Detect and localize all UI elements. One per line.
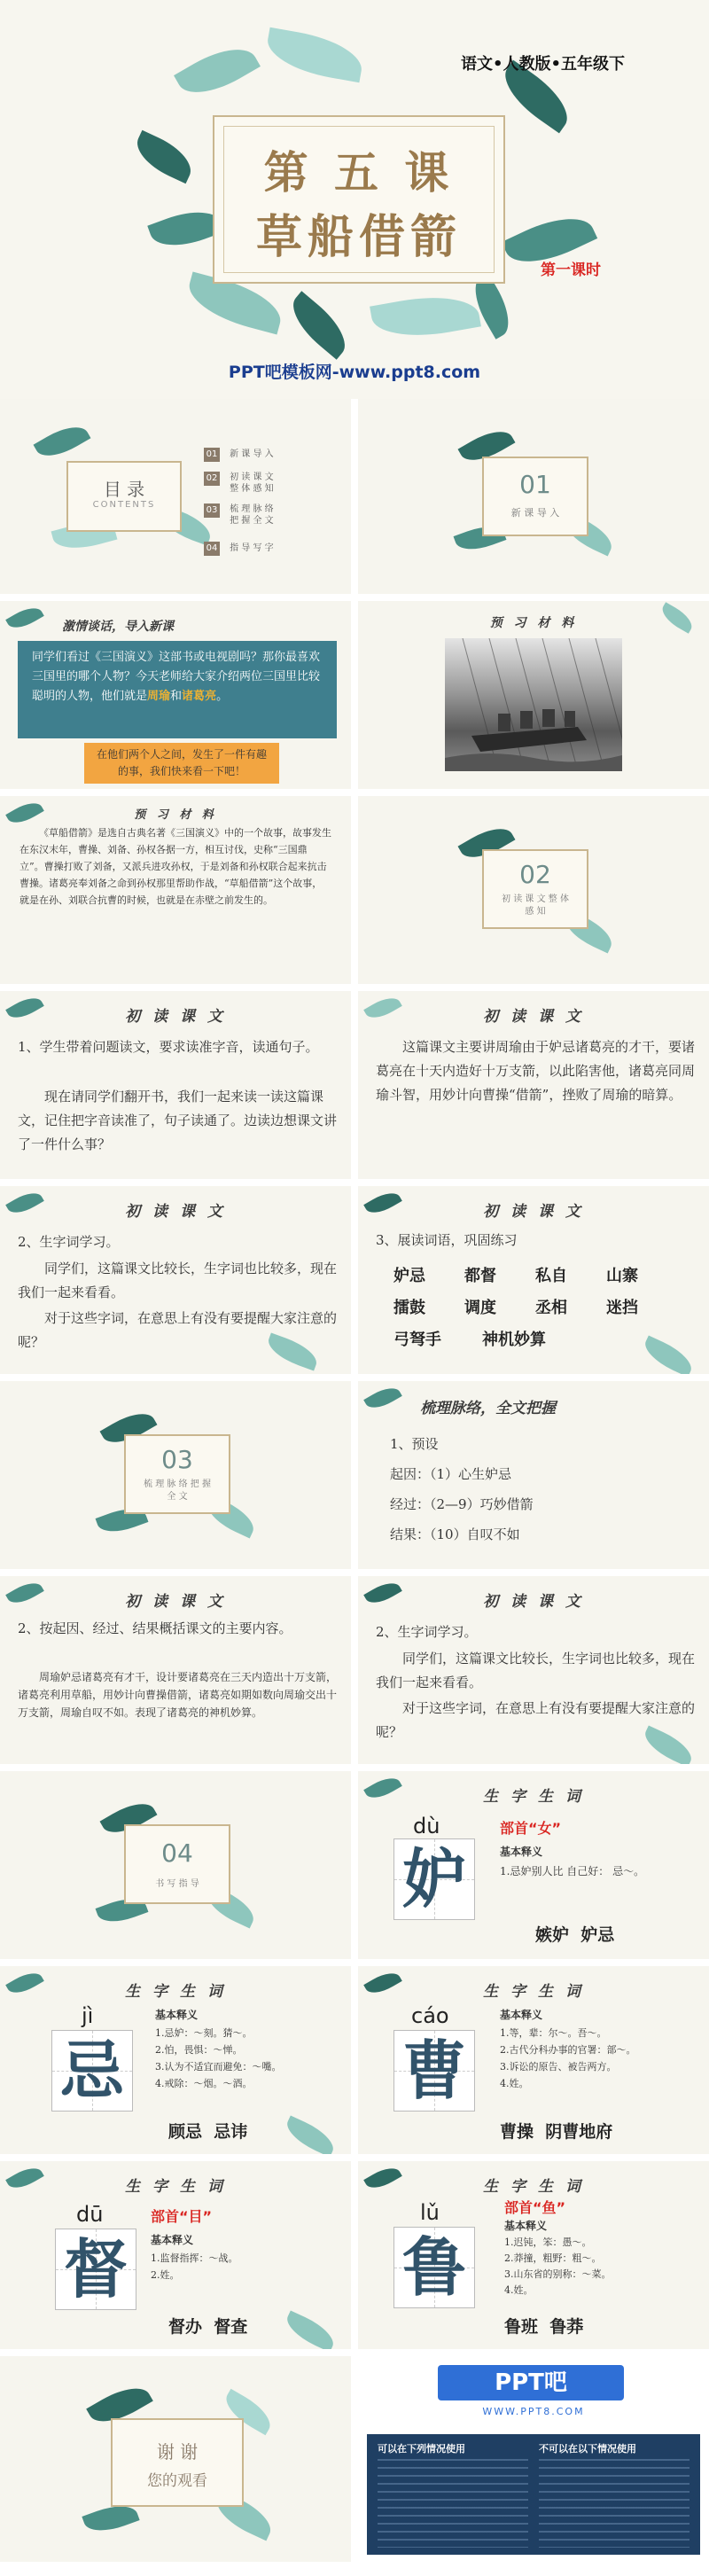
- slide-section-04: [0, 1771, 351, 1959]
- cover-title: 草船借箭: [255, 210, 462, 264]
- character: 忌: [59, 2033, 124, 2108]
- edition-label: 语文•人教版•五年级下: [461, 55, 626, 74]
- character-grid: [393, 2227, 475, 2308]
- boats-illustration: [445, 638, 622, 771]
- read-text: 2、生字词学习。: [18, 1234, 120, 1250]
- character-grid: [393, 2030, 475, 2112]
- leaf-decoration: [370, 288, 481, 345]
- basic-meaning-label: 基本释义: [504, 2220, 548, 2232]
- leaf-decoration: [282, 291, 355, 359]
- read-text: 现在请同学们翻开书，我们一起来读一读这篇课文，记住把字音读准了，句子读通了。边读边想课文讲了一件什么事？: [18, 1089, 338, 1152]
- outline-heading: 梳理脉络，全文把握: [420, 1400, 556, 1417]
- section-number: 04: [161, 1838, 193, 1868]
- section-label: 梳 理 脉 络 把 握 全 文: [144, 1479, 211, 1502]
- read-text: 1、学生带着问题读文，要求读准字音，读通句子。: [18, 1039, 319, 1055]
- leaf-decoration: [34, 418, 91, 465]
- leaf-decoration: [5, 602, 44, 634]
- toc-item[interactable]: [204, 472, 277, 495]
- vocab-word: 弓弩手: [393, 1331, 441, 1349]
- slide-title: 生 字 生 词: [483, 1983, 584, 2001]
- toc-label: 初 读 课 文 整 体 感 知: [230, 472, 274, 494]
- period-label: 第一课时: [541, 262, 601, 279]
- character: 督: [63, 2231, 128, 2307]
- slide-intro: [0, 601, 351, 789]
- section-number: 01: [519, 470, 551, 499]
- slide-promo: [358, 2356, 709, 2562]
- section-label: 新 课 导 入: [510, 507, 560, 519]
- intro-text: 同学们看过《三国演义》这部书或电视剧吗？那你最喜欢三国里的哪个人物？今天老师给大家介绍两位三国里比较聪明的人物，他们就是: [32, 651, 321, 703]
- slide-read-5: [0, 1576, 351, 1764]
- toc-item[interactable]: [204, 503, 277, 527]
- zhuge-liang-name: 诸葛亮: [182, 690, 217, 703]
- promo-logo[interactable]: PPT吧: [438, 2365, 624, 2400]
- toc-label: 新 课 导 入: [230, 449, 274, 459]
- leaf-decoration: [363, 1382, 402, 1414]
- outline-text: 1、预设: [390, 1436, 439, 1452]
- toc-label: 梳 理 脉 络 把 握 全 文: [230, 504, 274, 526]
- basic-meaning-label: 基本释义: [500, 2009, 543, 2021]
- radical: 部首“鱼”: [504, 2199, 566, 2216]
- toc-item[interactable]: [204, 443, 274, 462]
- outline-key: 经过：: [390, 1496, 431, 1512]
- intro-callout-text: 在他们两个人之间，发生了一件有趣的事，我们快来看一下吧！: [96, 748, 267, 777]
- vocab-word: 神机妙算: [482, 1331, 546, 1349]
- character: 妒: [401, 1841, 466, 1916]
- read-text: 对于这些字词，在意思上有没有要提醒大家注意的呢？: [18, 1310, 338, 1350]
- slide-section-01: [358, 399, 709, 594]
- outline-row: [390, 1463, 691, 1487]
- vocab-word: 私自: [535, 1267, 567, 1285]
- example-words: 鲁班 鲁莽: [504, 2317, 584, 2337]
- promo-url[interactable]: WWW.PPT8.COM: [482, 2406, 585, 2417]
- vocab-word: 迷挡: [606, 1299, 638, 1317]
- slide-read-1: [0, 991, 351, 1179]
- radical: 部首“目”: [151, 2208, 213, 2225]
- toc-num: 03: [204, 503, 220, 518]
- slide-char-cao: [358, 1966, 709, 2154]
- read-text: 3、展读词语，巩固练习: [376, 1232, 518, 1248]
- outline-row: [390, 1493, 691, 1517]
- preview-title: 预 习 材 料: [134, 808, 217, 822]
- preview-body: 《草船借箭》是选自古典名著《三国演义》中的一个故事，故事发生在东汉末年，曹操、刘备、孙权各据一方，相互讨伐，史称“三国鼎立”。曹操打败了刘备，又派兵进攻孙权，于是刘备和孙权联合起来抗击曹操。诸葛亮奉刘备之命到孙权那里帮助作战，“草船借箭”这个故事，就是在孙、刘联合抗曹的时候，也就是在赤壁之前发生的。: [19, 827, 331, 906]
- definition: 1.忌妒别人比 自己好： 忌～。: [500, 1865, 645, 1877]
- example-words: 嫉妒 妒忌: [535, 1925, 615, 1945]
- definition: 3.认为不适宜而避免：～嘴。: [155, 2061, 282, 2073]
- read-text: 同学们，这篇课文比较长，生字词也比较多，现在我们一起来看看。: [18, 1261, 338, 1300]
- vocab-word: 妒忌: [393, 1267, 425, 1285]
- slide-toc: [0, 399, 351, 594]
- pinyin: cáo: [411, 2003, 449, 2028]
- slide-title: 初 读 课 文: [125, 1593, 226, 1611]
- promo-right-title: 不可以在以下情况使用: [539, 2443, 636, 2455]
- basic-meaning-label: 基本释义: [500, 1846, 543, 1858]
- vocab-word: 山寨: [606, 1267, 638, 1285]
- slide-title: 初 读 课 文: [483, 1008, 584, 1026]
- definition: 2.古代分科办事的官署：部～。: [500, 2044, 636, 2056]
- thanks-subtitle: 您的观看: [147, 2472, 207, 2490]
- slide-read-2: [358, 991, 709, 1179]
- read-text: 2、生字词学习。: [376, 1624, 478, 1640]
- thanks-title: 谢 谢: [156, 2441, 199, 2463]
- outline-value: （10）自叹不如: [430, 1526, 520, 1542]
- zhou-yu-name: 周瑜: [147, 690, 171, 703]
- leaf-decoration: [129, 130, 199, 183]
- slide-section-03: [0, 1381, 351, 1569]
- vocab-word: 擂鼓: [393, 1299, 425, 1317]
- definition: 1.忌妒：～刻。猜～。: [155, 2027, 253, 2039]
- definition: 4.姓。: [500, 2078, 529, 2089]
- slide-title: 初 读 课 文: [125, 1203, 226, 1221]
- pinyin: dù: [413, 1814, 440, 1838]
- outline-value: （2—9）巧妙借箭: [430, 1496, 534, 1512]
- basic-meaning-label: 基本释义: [151, 2234, 194, 2246]
- promo-left-title: 可以在下列情况使用: [378, 2443, 465, 2455]
- example-words: 曹操 阴曹地府: [500, 2122, 613, 2142]
- slide-title: 生 字 生 词: [483, 1788, 584, 1806]
- slide-title: 初 读 课 文: [125, 1008, 226, 1026]
- vocab-word: 调度: [464, 1299, 496, 1317]
- outline-key: 结果：: [390, 1526, 431, 1542]
- toc-label: 指 导 写 字: [230, 543, 274, 553]
- toc-title: 目 录: [103, 479, 145, 500]
- toc-subtitle: CONTENTS: [92, 500, 156, 510]
- promo-left-content: [378, 2459, 528, 2548]
- lesson-number: 第 五 课: [263, 146, 455, 199]
- intro-callout: [84, 743, 279, 784]
- definition: 4.姓。: [504, 2284, 534, 2296]
- intro-banner: [18, 641, 337, 738]
- read-text: 同学们，这篇课文比较长，生字词也比较多，现在我们一起来看看。: [376, 1651, 696, 1690]
- toc-num: 02: [204, 472, 220, 486]
- boats-image: [445, 638, 622, 771]
- definition: 1.等，辈：尔～。吾～。: [500, 2027, 607, 2039]
- intro-end: 。: [216, 690, 229, 703]
- outline-value: （1）心生妒忌: [430, 1466, 512, 1482]
- definition: 3.诉讼的原告、被告两方。: [500, 2061, 617, 2073]
- vocab-word: 都督: [464, 1267, 496, 1285]
- slide-thanks: [0, 2356, 351, 2562]
- leaf-decoration: [282, 2115, 339, 2154]
- section-label: 初 读 课 文 整 体 感 知: [502, 894, 569, 917]
- slide-title: 生 字 生 词: [125, 1983, 226, 2001]
- slide-cover: [0, 0, 709, 399]
- character: 鲁: [401, 2229, 466, 2305]
- definition: 3.山东省的别称：～菜。: [504, 2268, 612, 2280]
- definition: 1.迟钝，笨：愚～。: [504, 2236, 592, 2248]
- slide-preview-image: [358, 601, 709, 789]
- definition: 4.戒除：～烟。～酒。: [155, 2078, 253, 2089]
- read-text: 对于这些字词，在意思上有没有要提醒大家注意的呢？: [376, 1700, 696, 1740]
- read-text: 2、按起因、经过、结果概括课文的主要内容。: [18, 1620, 292, 1636]
- slide-char-du2: [0, 2161, 351, 2349]
- slide-read-6: [358, 1576, 709, 1764]
- pinyin: jì: [82, 2003, 94, 2028]
- character-grid: [393, 1838, 475, 1920]
- promo-right-content: [539, 2459, 690, 2548]
- preview-title: 预 习 材 料: [489, 616, 578, 630]
- slide-char-ji: [0, 1966, 351, 2154]
- read-text: 周瑜妒忌诸葛亮有才干，设计要诸葛亮在三天内造出十万支箭，诸葛亮利用草船，用妙计向曹操借箭，诸葛亮如期如数向周瑜交出十万支箭，周瑜自叹不如。表现了诸葛亮的神机妙算。: [18, 1671, 338, 1719]
- section-label: 书 写 指 导: [155, 1879, 199, 1889]
- cover-footer: PPT吧模板网-www.ppt8.com: [228, 363, 481, 382]
- character-grid: [51, 2030, 133, 2112]
- slide-section-02: [358, 796, 709, 984]
- slide-title: 生 字 生 词: [125, 2178, 226, 2196]
- intro-heading: 激情谈话，导入新课: [62, 620, 174, 634]
- intro-and: 和: [170, 690, 183, 703]
- toc-num: 04: [204, 542, 220, 556]
- character-grid: [55, 2229, 136, 2310]
- toc-item[interactable]: [204, 537, 274, 556]
- section-number: 02: [519, 860, 551, 889]
- example-words: 督办 督查: [168, 2317, 248, 2337]
- leaf-decoration: [174, 35, 261, 106]
- slide-title: 生 字 生 词: [483, 2178, 584, 2196]
- leaf-decoration: [282, 2310, 339, 2349]
- character: 曹: [401, 2033, 466, 2108]
- slide-outline: [358, 1381, 709, 1569]
- outline-key: 起因：: [390, 1466, 431, 1482]
- definition: 2.怕，畏惧：～惮。: [155, 2044, 243, 2056]
- radical: 部首“女”: [500, 1820, 562, 1837]
- slide-title: 初 读 课 文: [483, 1593, 584, 1611]
- slide-read-3: [0, 1186, 351, 1374]
- slide-title: 初 读 课 文: [483, 1203, 584, 1221]
- toc-num: 01: [204, 448, 220, 462]
- definition: 2.姓。: [151, 2269, 180, 2281]
- definition: 1.监督指挥：～战。: [151, 2252, 238, 2264]
- pinyin: dū: [76, 2202, 104, 2227]
- definition: 2.莽撞，粗野：粗～。: [504, 2252, 602, 2264]
- pinyin: lǔ: [420, 2200, 440, 2225]
- basic-meaning-label: 基本释义: [155, 2009, 199, 2021]
- leaf-decoration: [263, 27, 366, 82]
- section-number: 03: [161, 1445, 193, 1474]
- slide-preview-text: [0, 796, 351, 984]
- outline-row: [390, 1523, 691, 1547]
- slide-read-4: [358, 1186, 709, 1374]
- word-list: [393, 1261, 695, 1356]
- slide-char-du: [358, 1771, 709, 1959]
- read-text: 这篇课文主要讲周瑜由于妒忌诸葛亮的才干，要诸葛亮在十天内造好十万支箭，以此陷害他，诸葛亮同周瑜斗智，用妙计向曹操“借箭”，挫败了周瑜的暗算。: [376, 1039, 696, 1103]
- slide-char-lu: [358, 2161, 709, 2349]
- vocab-word: 丞相: [535, 1299, 567, 1317]
- example-words: 顾忌 忌讳: [168, 2122, 248, 2142]
